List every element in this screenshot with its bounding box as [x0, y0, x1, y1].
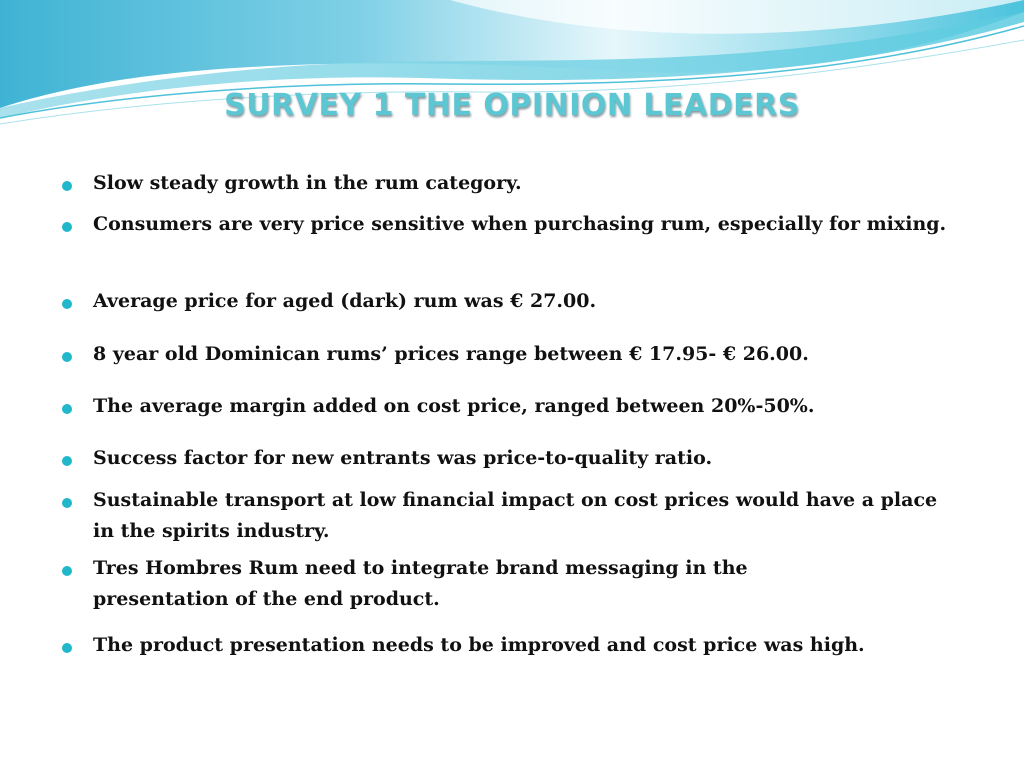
bullet-dot-icon — [62, 352, 72, 362]
bullet-item — [62, 634, 962, 661]
bullet-text: Sustainable transport at low financial impact on cost prices would have a place in the spirits industry. — [93, 489, 938, 542]
bullet-text: The product presentation needs to be improved and cost price was high. — [93, 634, 865, 656]
bullet-dot-icon — [62, 222, 72, 232]
bullet-item — [62, 557, 962, 615]
bullet-text: Success factor for new entrants was price-to-quality ratio. — [93, 447, 713, 469]
slide-title: SURVEY 1 THE OPINION LEADERS — [224, 88, 800, 123]
bullet-dot-icon — [62, 181, 72, 191]
bullet-dot-icon — [62, 498, 72, 508]
bullet-dot-icon — [62, 456, 72, 466]
bullet-text: Slow steady growth in the rum category. — [93, 172, 522, 194]
bullet-dot-icon — [62, 299, 72, 309]
bullet-dot-icon — [62, 404, 72, 414]
bullet-dot-icon — [62, 566, 72, 576]
bullet-item — [62, 489, 962, 547]
bullet-text: Average price for aged (dark) rum was € 27.00. — [93, 290, 597, 312]
bullet-item — [62, 447, 962, 474]
bullet-dot-icon — [62, 643, 72, 653]
bullet-text: The average margin added on cost price, ranged between 20%-50%. — [93, 395, 815, 417]
bullet-item — [62, 172, 962, 199]
bullet-item — [62, 343, 962, 370]
bullet-item — [62, 213, 962, 240]
bullet-item — [62, 290, 962, 317]
bullet-text: 8 year old Dominican rums’ prices range between € 17.95- € 26.00. — [93, 343, 809, 365]
bullet-text: Tres Hombres Rum need to integrate brand messaging in the presentation of the end product. — [93, 557, 748, 610]
bullet-text: Consumers are very price sensitive when purchasing rum, especially for mixing. — [93, 213, 947, 235]
bullet-item — [62, 395, 962, 422]
